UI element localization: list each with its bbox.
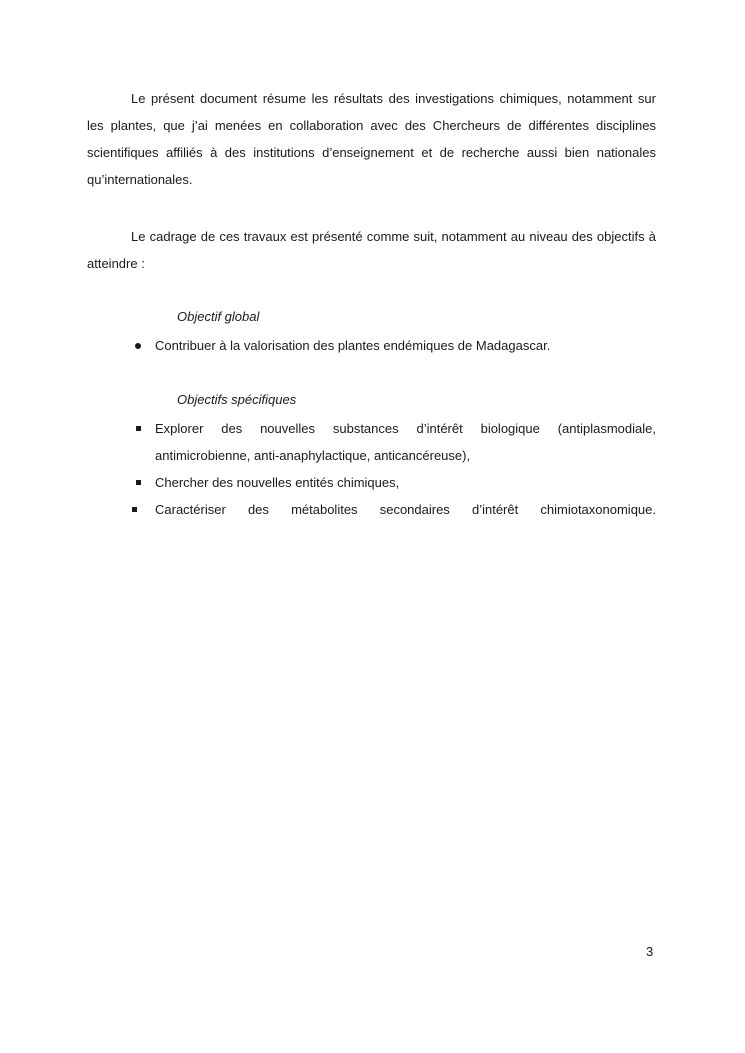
intro-paragraph: [87, 85, 656, 193]
square-bullet-icon: [132, 469, 144, 496]
framing-paragraph: [87, 223, 656, 277]
objectives-specific-heading: Objectifs spécifiques: [177, 392, 297, 407]
intro-paragraph-text: Le présent document résume les résultats des investigations chimiques, notamment sur les plantes, que j’ai menées en collaboration avec des Chercheurs de différentes disciplines scientifiques affiliés à des institutions d’enseignement et de recherche aussi bien nationales qu’internationales.: [87, 91, 656, 187]
page-number: 3: [646, 944, 654, 959]
list-item: [132, 415, 656, 469]
list-item-text: Explorer des nouvelles substances d’intérêt biologique (antiplasmodiale, antimicrobienne, anti-anaphylactique, anticancéreuse),: [155, 421, 656, 463]
list-item-text: Caractériser des métabolites secondaires d’intérêt chimiotaxonomique.: [155, 502, 656, 517]
square-bullet-icon: [132, 415, 144, 442]
list-item: [132, 496, 656, 523]
framing-paragraph-text: Le cadrage de ces travaux est présenté comme suit, notamment au niveau des objectifs à atteindre :: [87, 229, 656, 271]
objectives-specific-list: [132, 415, 656, 523]
list-item-text: Contribuer à la valorisation des plantes endémiques de Madagascar.: [155, 338, 551, 353]
list-item-text: Chercher des nouvelles entités chimiques,: [155, 475, 400, 490]
square-bullet-icon: [132, 496, 144, 523]
list-item: [132, 469, 656, 496]
list-item: [132, 332, 656, 359]
objective-global-heading: Objectif global: [177, 309, 260, 324]
round-bullet-icon: [132, 332, 144, 359]
objective-global-list: [132, 332, 656, 359]
